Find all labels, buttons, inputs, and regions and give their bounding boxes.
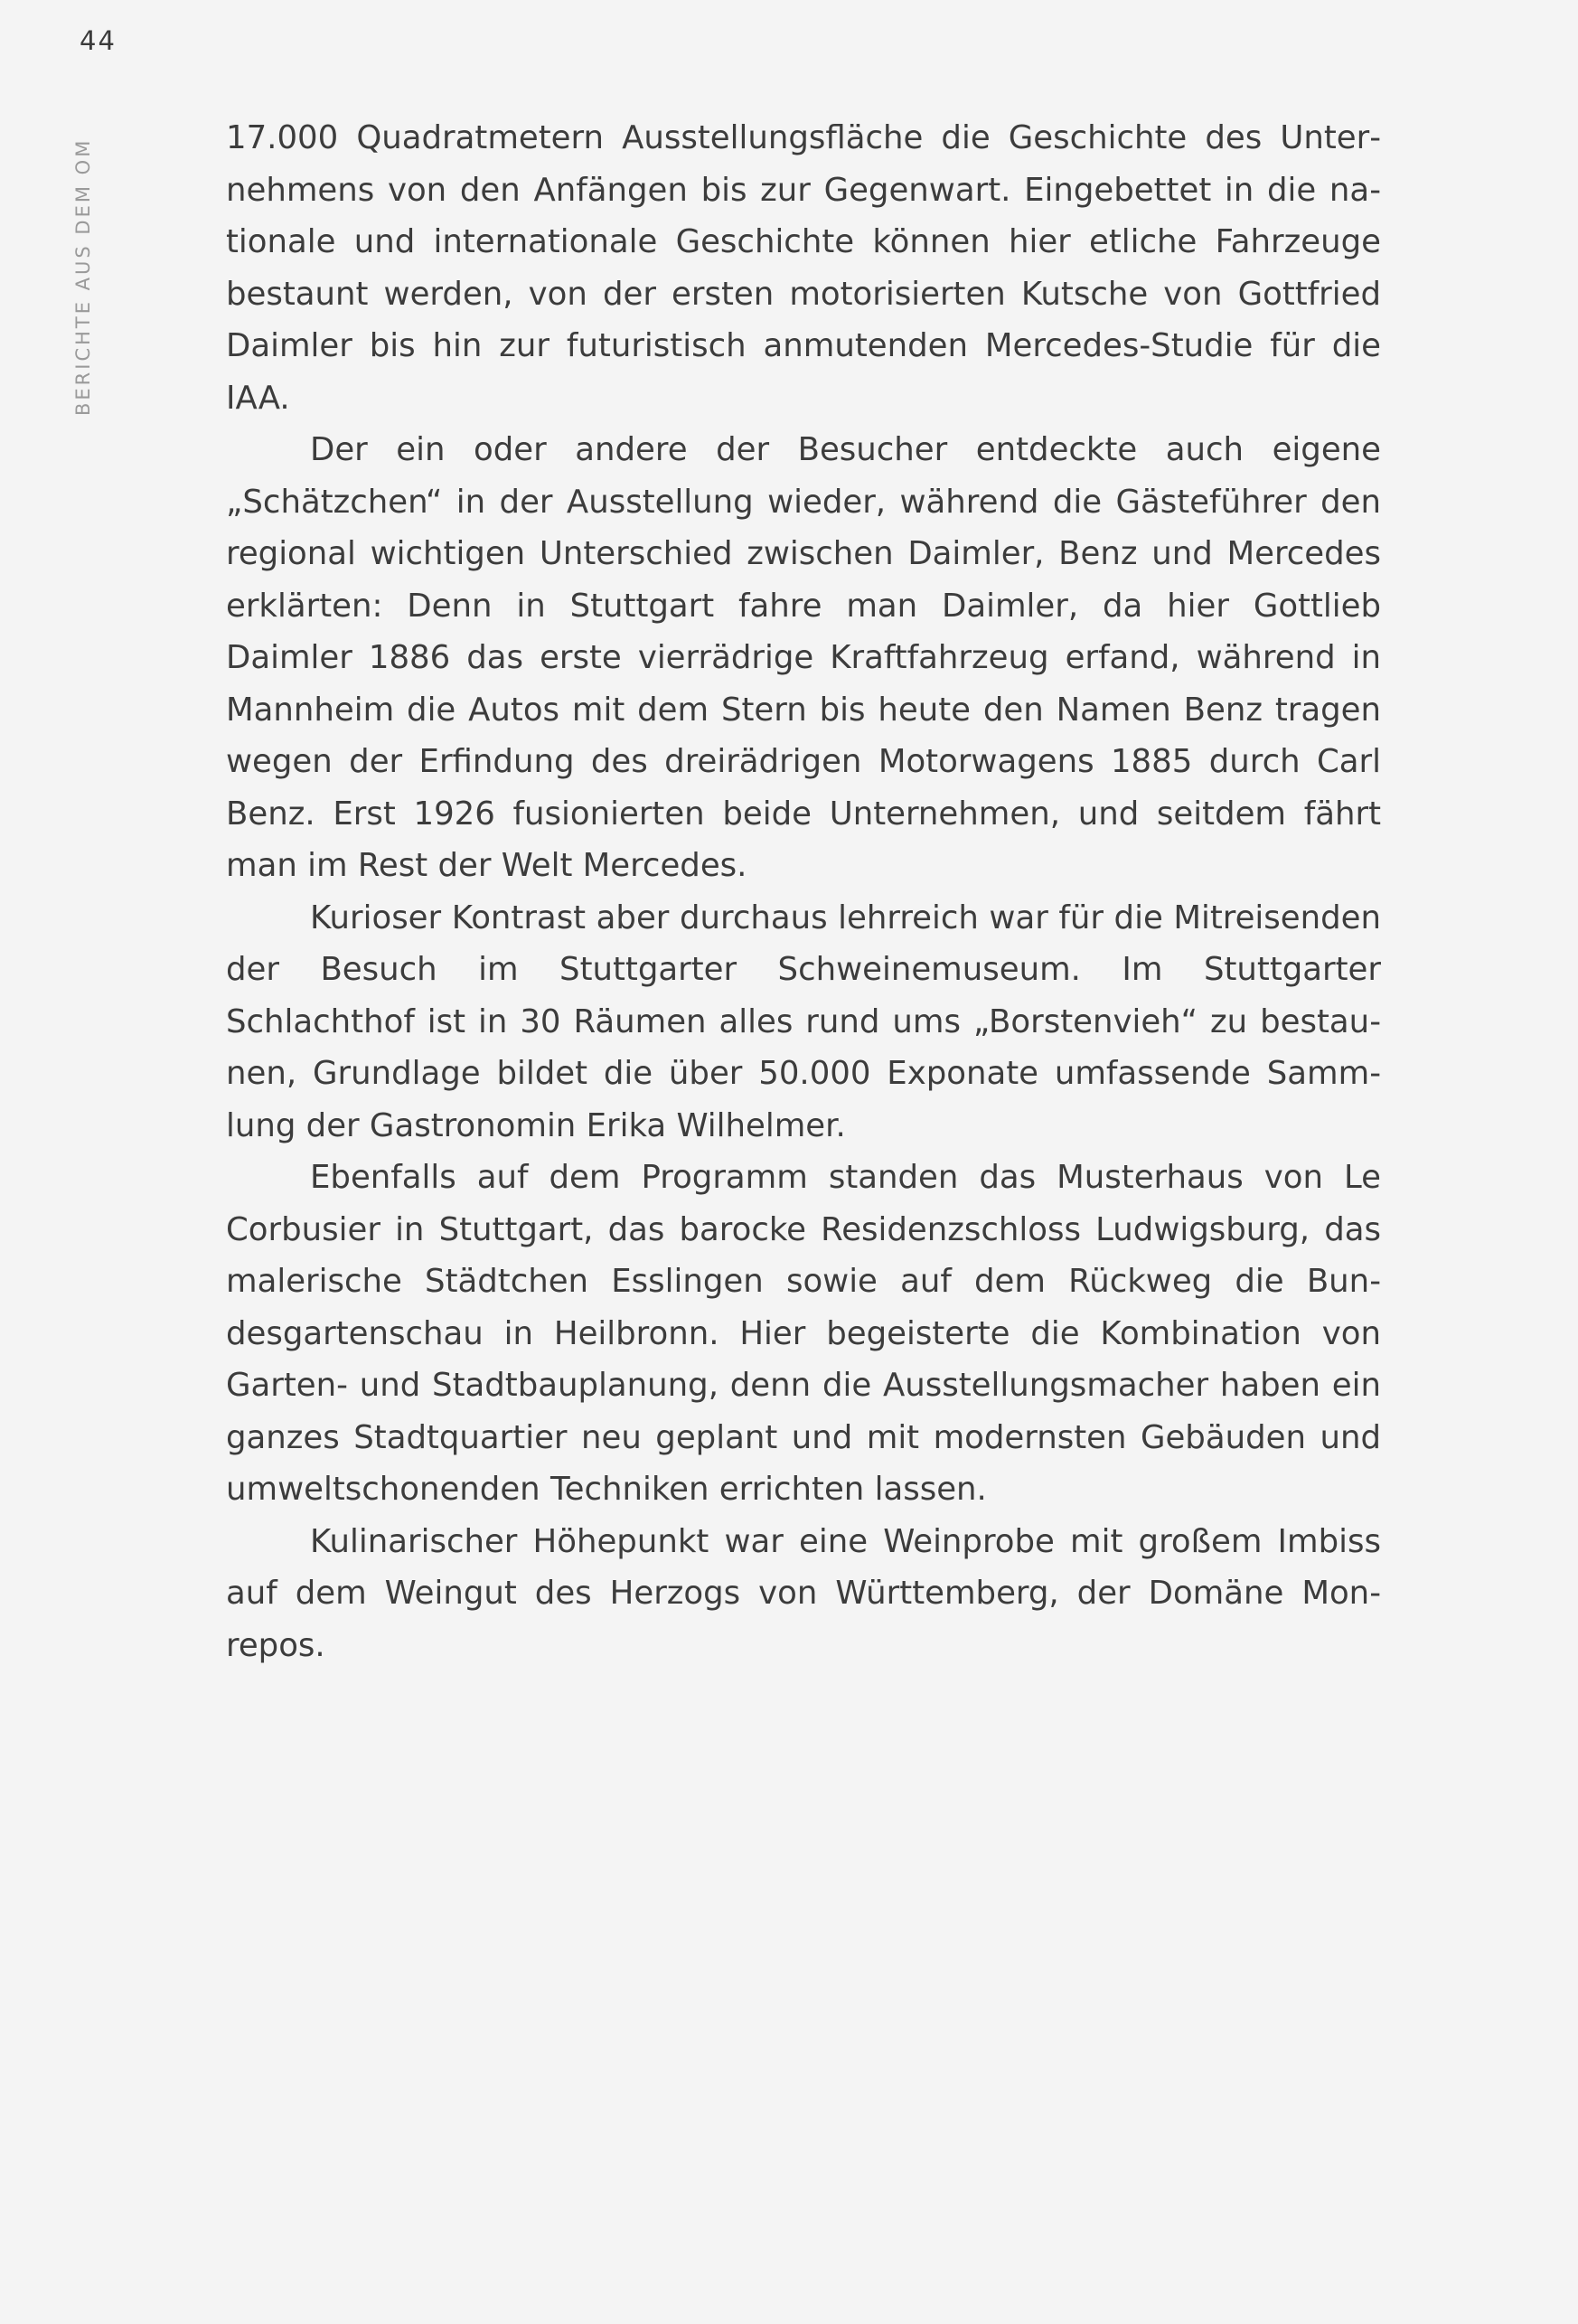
page-number: 44 <box>80 25 117 56</box>
paragraph: Kulinarischer Höhepunkt war eine Weinprobe mit großem Imbiss auf dem Weingut des Herzogs von Württemberg, der Domäne Monrepos. <box>226 1522 1381 1664</box>
paragraph: Ebenfalls auf dem Programm standen das Musterhaus von Le Corbusier in Stuttgart, das barocke Residenzschloss Ludwigsburg, das malerische Städtchen Esslingen sowie auf dem Rückweg die Bundesgartenschau in Heilbronn. Hier begeisterte die Kombination von Garten- und Stadtbauplanung, denn die Ausstellungsmacher haben ein ganzes Stadtquartier neu geplant und mit modernsten Gebäuden und umweltschonenden Techniken errichten lassen. <box>226 1159 1381 1508</box>
paragraph: Kurioser Kontrast aber durchaus lehrreich war für die Mitreisenden der Besuch im Stuttgarter Schweinemuseum. Im Stuttgarter Schlachthof ist in 30 Räumen alles rund ums „Borstenvieh“ zu bestaunen, Grundlage bildet die über 50.000 Exponate umfassende Sammlung der Gastronomin Erika Wilhelmer. <box>226 899 1381 1144</box>
paragraph: 17.000 Quadratmetern Ausstellungsfläche die Geschichte des Unternehmens von den Anfängen bis zur Gegenwart. Eingebettet in die nationale und internationale Geschichte können hier etliche Fahrzeuge bestaunt werden, von der ersten motorisierten Kutsche von Gottfried Daimler bis hin zur futuristisch anmutenden Mercedes-Studie für die IAA. <box>226 119 1381 417</box>
article-body <box>226 112 1381 1671</box>
section-label: BERICHTE AUS DEM OM <box>72 137 94 416</box>
paragraph: Der ein oder andere der Besucher entdeckte auch eigene „Schätzchen“ in der Ausstellung wieder, während die Gästeführer den regional wichtigen Unterschied zwischen Daimler, Benz und Mercedes erklärten: Denn in Stuttgart fahre man Daimler, da hier Gottlieb Daimler 1886 das erste vierrädrige Kraftfahrzeug erfand, während in Mannheim die Autos mit dem Stern bis heute den Namen Benz tragen wegen der Erfindung des dreirädrigen Motorwagens 1885 durch Carl Benz. Erst 1926 fusionierten beide Unternehmen, und seitdem fährt man im Rest der Welt Mercedes. <box>226 431 1381 884</box>
